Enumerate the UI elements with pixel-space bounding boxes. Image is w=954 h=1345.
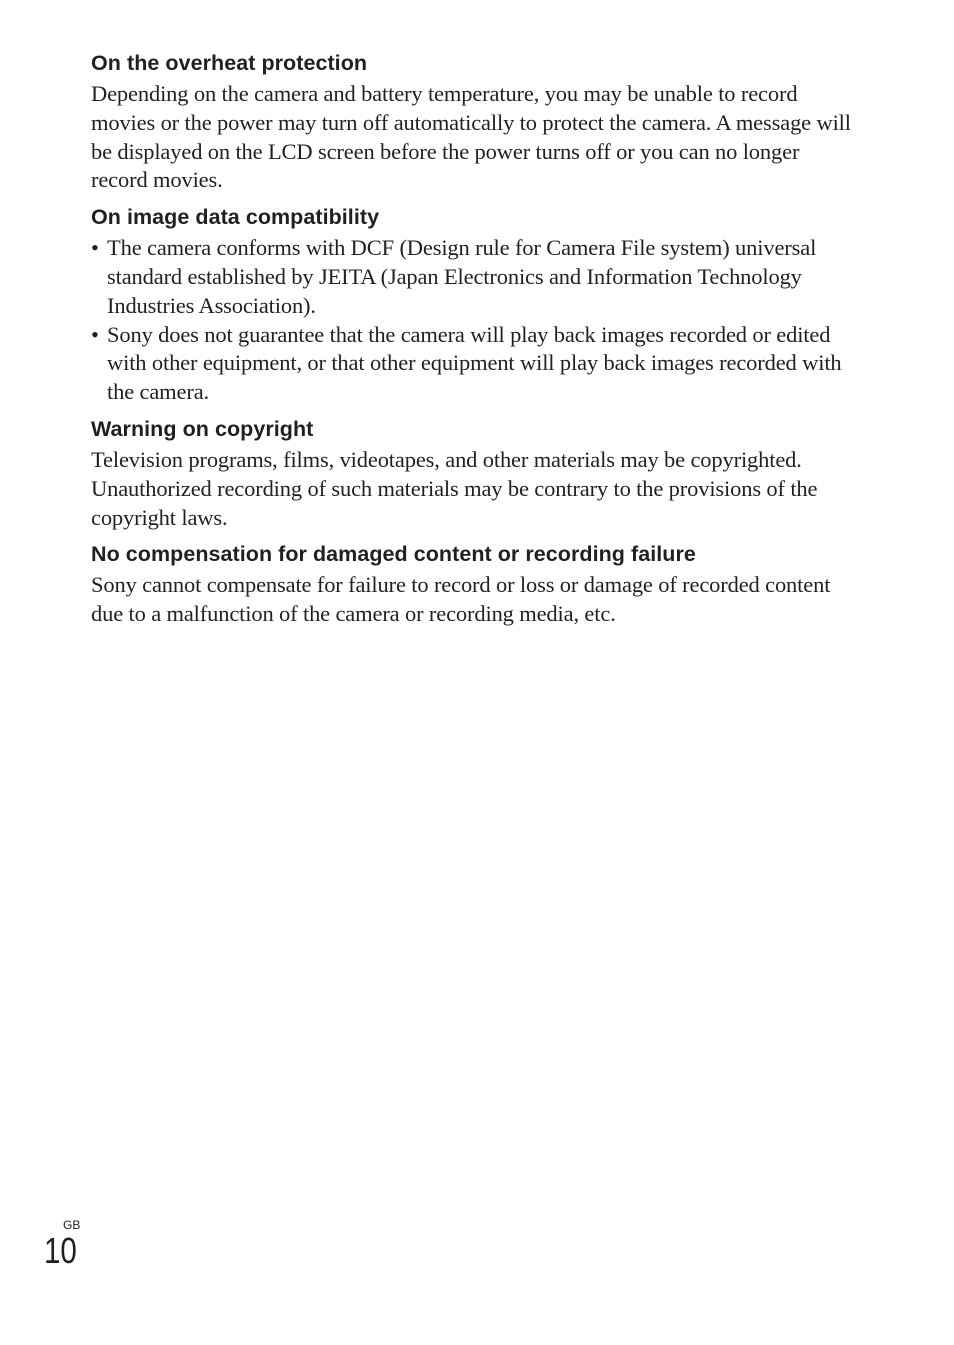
section-heading: No compensation for damaged content or recording failure: [91, 542, 696, 567]
section-heading: On the overheat protection: [91, 51, 368, 75]
section-image-data-compatibility: [91, 202, 851, 407]
section-paragraph: Sony cannot compensate for failure to record or loss or damage of recorded content due to a malfunction of the camera or recording media, etc.: [91, 572, 831, 627]
page-number: 10: [44, 1230, 77, 1271]
page-footer: [44, 1217, 104, 1277]
region-code: GB: [63, 1218, 81, 1232]
list-item-text: Sony does not guarantee that the camera will play back images recorded or edited with other equipment, or that other equipment will play back images recorded with the camera.: [107, 321, 842, 405]
list-item: [91, 321, 851, 407]
section-heading: Warning on copyright: [91, 416, 314, 441]
section-copyright-warning: [91, 414, 851, 532]
bullet-icon: •: [91, 235, 99, 261]
list-item-text: The camera conforms with DCF (Design rule for Camera File system) universal standard established by JEITA (Japan Electronics and Information Technology Industries Association).: [107, 235, 817, 318]
section-paragraph: Depending on the camera and battery temperature, you may be unable to record movies or the power may turn off automatically to protect the camera. A message will be displayed on the LCD screen before the power turns off or you can no longer record movies.: [91, 81, 851, 193]
section-heading: On image data compatibility: [91, 205, 380, 230]
list-item: [91, 234, 851, 320]
bullet-list: [91, 234, 851, 407]
page-content: [91, 48, 851, 636]
section-overheat-protection: [91, 48, 851, 195]
section-no-compensation: [91, 539, 851, 629]
section-paragraph: Television programs, films, videotapes, and other materials may be copyrighted. Unauthorized recording of such materials may be contrary to the provisions of the copyright laws.: [91, 446, 818, 530]
bullet-icon: •: [91, 321, 99, 347]
